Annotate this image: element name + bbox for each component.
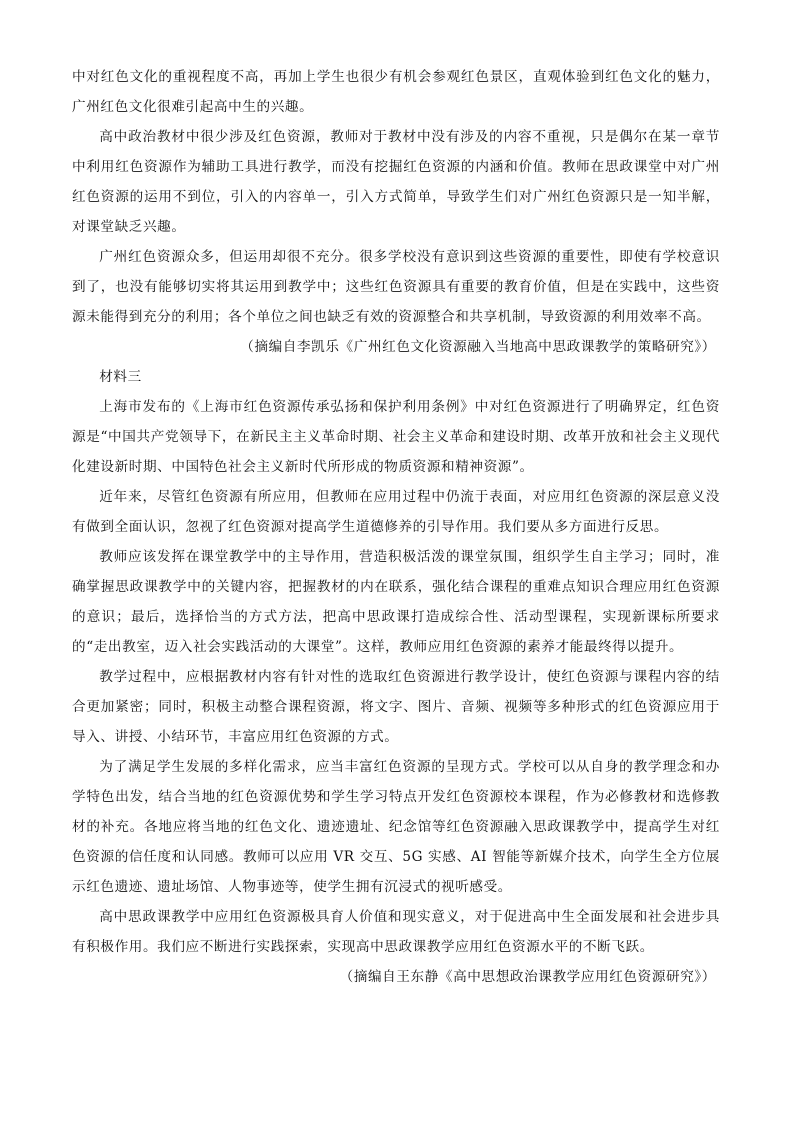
paragraph: 中对红色文化的重视程度不高，再加上学生也很少有机会参观红色景区，直观体验到红色文化的魅力，广州红色文化很难引起高中生的兴趣。 (72, 69, 720, 115)
paragraph: 广州红色资源众多，但运用却很不充分。很多学校没有意识到这些资源的重要性，即使有学校意识到了，也没有能够切实将其运用到教学中；这些红色资源具有重要的教育价值，但是在实践中，这些资源未能得到充分的利用；各个单位之间也缺乏有效的资源整合和共享机制，导致资源的利用效率不高。 (72, 249, 720, 325)
paragraph: 教学过程中，应根据教材内容有针对性的选取红色资源进行教学设计，使红色资源与课程内容的结合更加紧密；同时，积极主动整合课程资源，将文字、图片、音频、视频等多种形式的红色资源应用于导入、讲授、小结环节，丰富应用红色资源的方式。 (72, 669, 720, 745)
source-citation: （摘编自王东静《高中思想政治课教学应用红色资源研究》） (339, 969, 716, 985)
document-page (72, 62, 720, 992)
source-citation: （摘编自李凯乐《广州红色文化资源融入当地高中思政课教学的策略研究》） (240, 339, 716, 355)
paragraph: 高中政治教材中很少涉及红色资源，教师对于教材中没有涉及的内容不重视，只是偶尔在某一章节中利用红色资源作为辅助工具进行教学，而没有挖掘红色资源的内涵和价值。教师在思政课堂中对广州红色资源的运用不到位，引入的内容单一，引入方式简单，导致学生们对广州红色资源只是一知半解，对课堂缺乏兴趣。 (72, 129, 720, 235)
paragraph: 教师应该发挥在课堂教学中的主导作用，营造积极活泼的课堂氛围，组织学生自主学习；同时，准确掌握思政课教学中的关键内容，把握教材的内在联系，强化结合课程的重难点知识合理应用红色资源的意识；最后，选择恰当的方式方法，把高中思政课打造成综合性、活动型课程，实现新课标所要求的“走出教室，迈入社会实践活动的大课堂”。这样，教师应用红色资源的素养才能最终得以提升。 (72, 549, 720, 655)
paragraph: 近年来，尽管红色资源有所应用，但教师在应用过程中仍流于表面，对应用红色资源的深层意义没有做到全面认识，忽视了红色资源对提高学生道德修养的引导作用。我们要从多方面进行反思。 (72, 489, 720, 535)
paragraph: 高中思政课教学中应用红色资源极具育人价值和现实意义，对于促进高中生全面发展和社会进步具有积极作用。我们应不断进行实践探索，实现高中思政课教学应用红色资源水平的不断飞跃。 (72, 909, 720, 955)
paragraph: 为了满足学生发展的多样化需求，应当丰富红色资源的呈现方式。学校可以从自身的教学理念和办学特色出发，结合当地的红色资源优势和学生学习特点开发红色资源校本课程，作为必修教材和选修教材的补充。各地应将当地的红色文化、遗迹遗址、纪念馆等红色资源融入思政课教学中，提高学生对红色资源的信任度和认同感。教师可以应用 VR 交互、5G 实感、AI 智能等新媒介技术，向学生全方位展示红色遗迹、遗址场馆、人物事迹等，使学生拥有沉浸式的视听感受。 (72, 759, 720, 895)
paragraph: 上海市发布的《上海市红色资源传承弘扬和保护利用条例》中对红色资源进行了明确界定，红色资源是“中国共产党领导下，在新民主主义革命时期、社会主义革命和建设时期、改革开放和社会主义现代化建设新时期、中国特色社会主义新时代所形成的物质资源和精神资源”。 (72, 399, 720, 475)
material-heading: 材料三 (99, 369, 142, 385)
